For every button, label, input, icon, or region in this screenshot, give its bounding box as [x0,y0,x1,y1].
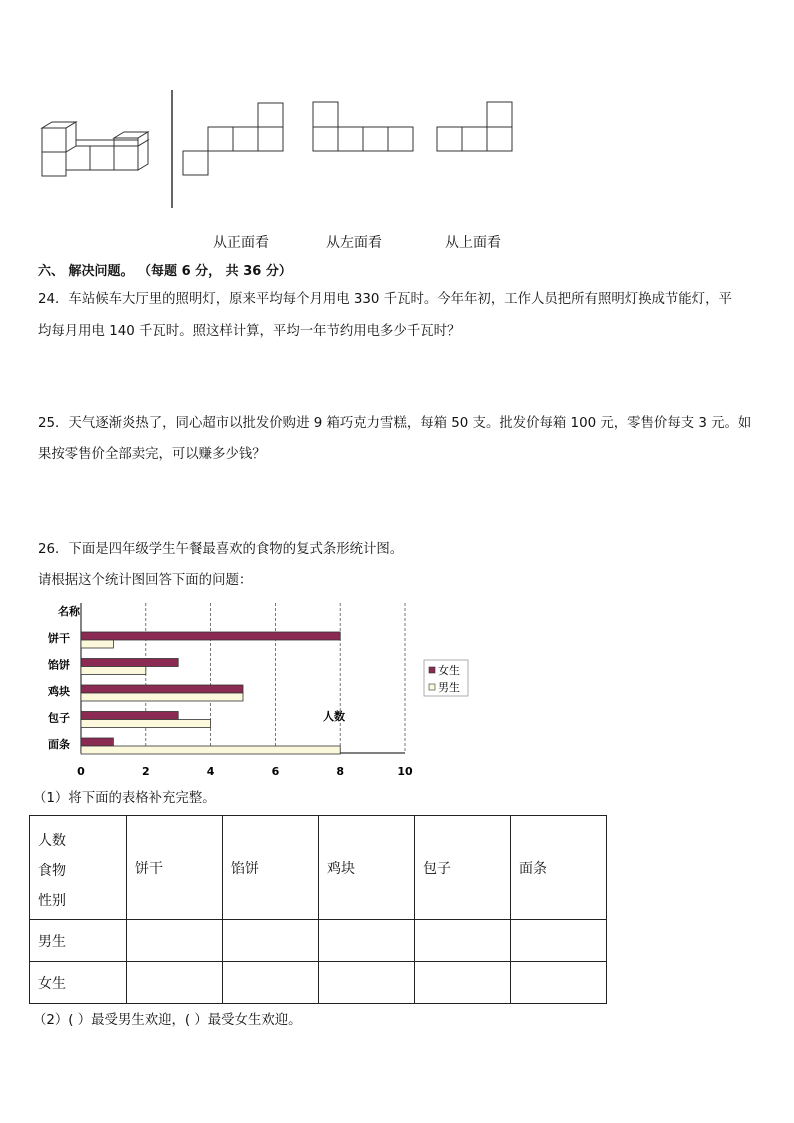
table-header-food: 饼干 [127,816,223,920]
food-preference-bar-chart [0,595,794,785]
x-tick-label: 4 [206,765,215,778]
answer-cell[interactable] [415,962,511,1004]
q25-line-2: 果按零售价全部卖完，可以赚多少钱？ [38,447,266,462]
q26-part-2: （2）( ）最受男生欢迎，( ）最受女生欢迎。 [33,1013,302,1028]
answer-cell[interactable] [223,962,319,1004]
answer-cell[interactable] [511,920,607,962]
bar-girls [81,632,340,640]
q26-line-2: 请根据这个统计图回答下面的问题： [38,573,253,588]
section-title: 六、 解决问题。 （每题 6 分， 共 36 分） [38,264,292,279]
isometric-cube-model [42,122,148,176]
bar-boys [81,720,211,728]
category-label: 面条 [48,738,70,751]
table-header-row [30,816,607,920]
answer-cell[interactable] [223,920,319,962]
category-label: 馅饼 [48,658,70,672]
answer-cell[interactable] [319,962,415,1004]
corner-label-gender: 性别 [38,892,66,909]
x-tick-label: 2 [141,765,150,778]
q26-part-1: （1）将下面的表格补充完整。 [33,791,216,806]
answer-cell[interactable] [127,920,223,962]
y-axis-title: 名称 [58,605,80,618]
answer-cell[interactable] [415,920,511,962]
legend-label: 男生 [438,681,460,694]
x-tick-label: 0 [77,765,85,778]
bar-girls [81,659,178,667]
table-corner-cell [30,816,127,920]
q26-line-1: 26．下面是四年级学生午餐最喜欢的食物的复式条形统计图。 [38,542,404,557]
table-header-food: 面条 [511,816,607,920]
x-tick-label: 6 [271,765,280,778]
legend-swatch [429,667,435,673]
left-view-grid [313,102,413,151]
x-tick-label: 8 [336,765,345,778]
table-header-food: 包子 [415,816,511,920]
x-tick-label: 10 [397,765,413,778]
bar-boys [81,667,146,675]
row-label-girls: 女生 [30,962,127,1004]
bar-boys [81,693,243,701]
bar-girls [81,738,113,746]
table-row [30,962,607,1004]
bar-girls [81,712,178,720]
answer-cell[interactable] [511,962,607,1004]
q25-line-1: 25．天气逐渐炎热了，同心超市以批发价购进 9 箱巧克力雪糕，每箱 50 支。批发价每箱 100 元，零售价每支 3 元。如 [38,416,752,431]
answer-cell[interactable] [127,962,223,1004]
bar-boys [81,746,340,754]
category-label: 鸡块 [48,685,70,698]
table-header-food: 鸡块 [319,816,415,920]
corner-label-food: 食物 [38,862,66,879]
legend-swatch [429,684,435,690]
category-label: 包子 [48,711,70,725]
q24-line-2: 均每月用电 140 千瓦时。照这样计算，平均一年节约用电多少千瓦时？ [38,324,461,339]
answer-cell[interactable] [319,920,415,962]
row-label-boys: 男生 [30,920,127,962]
front-view-grid [183,103,283,175]
table-header-food: 馅饼 [223,816,319,920]
bar-girls [81,685,243,693]
category-label: 饼干 [48,632,70,645]
cube-views-figure [0,80,794,230]
table-row [30,920,607,962]
bar-boys [81,640,113,648]
x-axis-title: 人数 [323,710,345,723]
answer-table [29,815,607,1004]
legend-label: 女生 [438,664,460,677]
q24-line-1: 24．车站候车大厅里的照明灯，原来平均每个月用电 330 千瓦时。今年年初，工作人员把所有照明灯换成节能灯，平 [38,292,732,307]
corner-label-count: 人数 [38,832,66,849]
top-view-grid [437,102,512,151]
left-view-label: 从左面看 [326,235,382,251]
front-view-label: 从正面看 [213,235,269,251]
top-view-label: 从上面看 [445,235,501,251]
